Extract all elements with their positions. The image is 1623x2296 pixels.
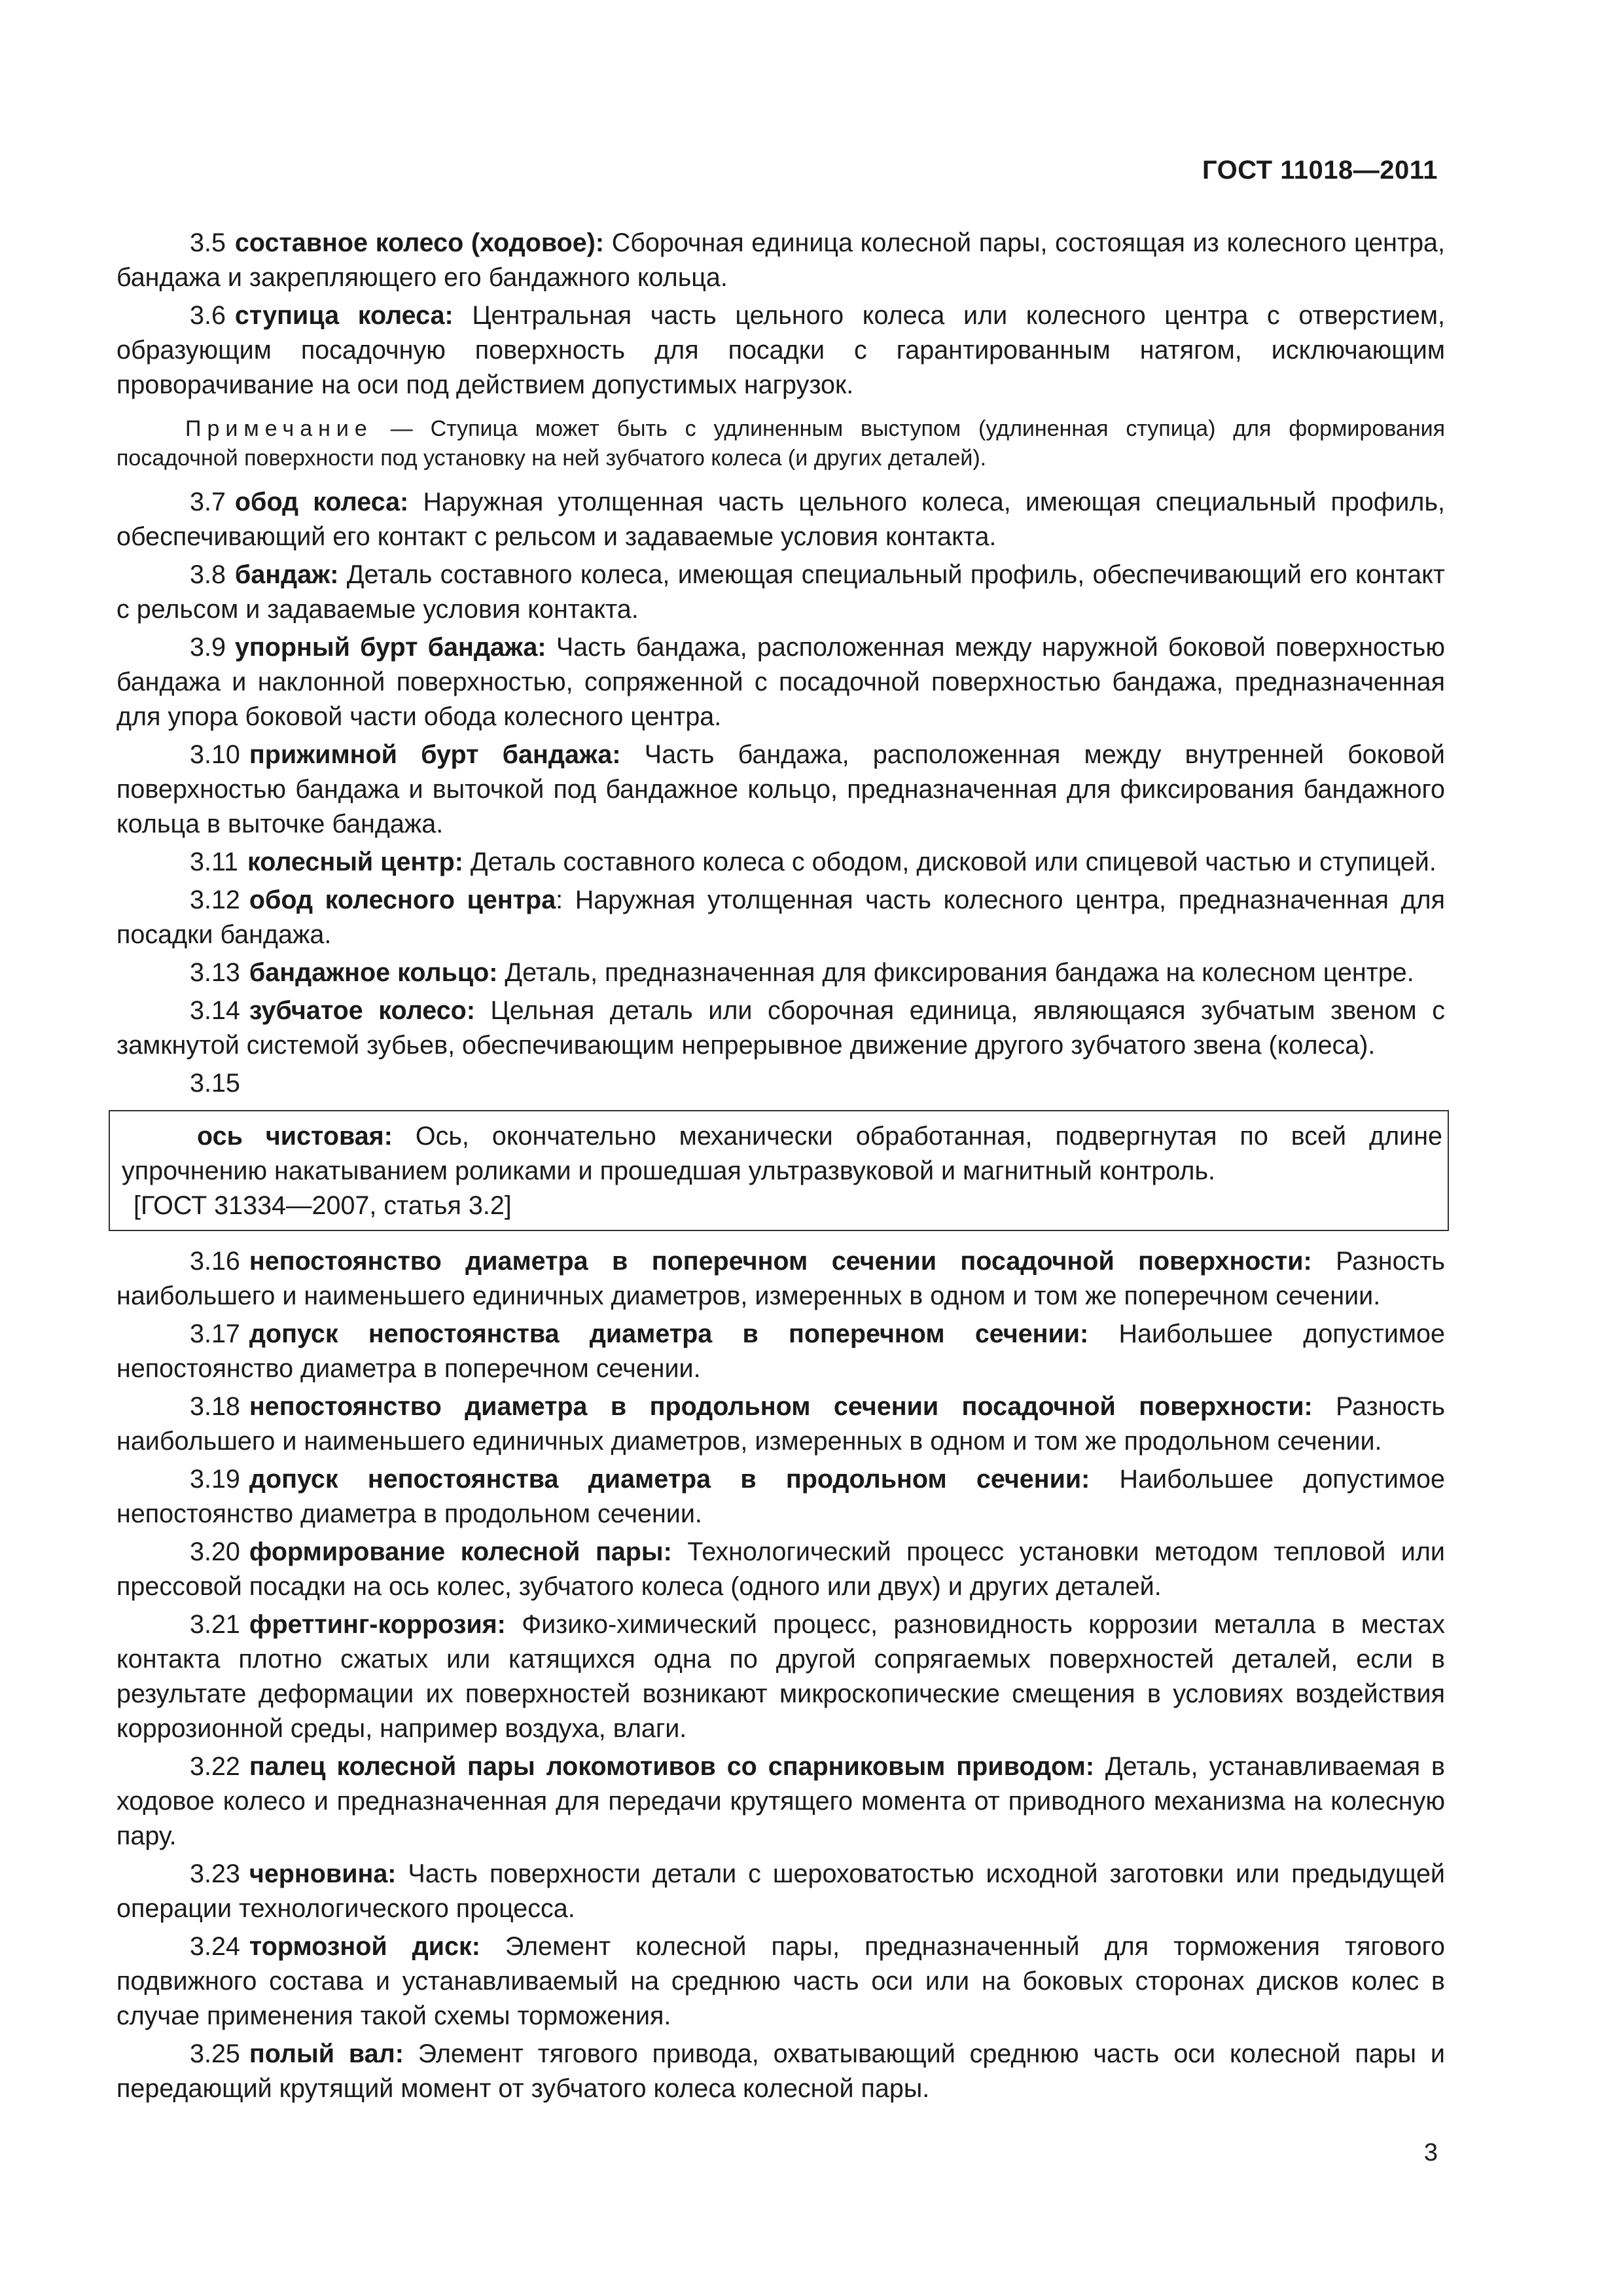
term-3-15-title: ось чистовая:: [197, 1122, 393, 1151]
term-number: 3.20: [190, 1537, 240, 1566]
term-paragraph: [116, 630, 1445, 734]
term-paragraph: [116, 994, 1445, 1063]
term-definition: Цельная деталь или сборочная единица, являющаяся зубчатым звеном с замкнутой системой зубьев, обеспечивающим непрерывное движение другого зубчатого звена (колеса).: [116, 996, 1445, 1060]
term-paragraph: [116, 956, 1445, 990]
term-title: непостоянство диаметра в продольном сечении посадочной поверхности:: [249, 1392, 1313, 1421]
term-definition: Деталь, предназначенная для фиксирования бандажа на колесном центре.: [505, 958, 1414, 987]
terms-group-before-note: [116, 226, 1445, 403]
term-number: 3.12: [190, 886, 240, 914]
term-definition: Сборочная единица колесной пары, состоящая из колесного центра, бандажа и закрепляющего его бандажного кольца.: [116, 228, 1445, 292]
term-definition: Физико-химический процесс, разновидность коррозии металла в местах контакта плотно сжатых или катящихся одна по другой сопрягаемых поверхностей деталей, если в результате деформации их поверхностей возникают микроскопические смещения в условиях воздействия коррозионной среды, например воздуха, влаги.: [116, 1610, 1445, 1743]
term-number: 3.5: [190, 228, 226, 257]
term-title: черновина:: [249, 1859, 397, 1888]
term-paragraph: [116, 298, 1445, 403]
term-paragraph: [116, 1749, 1445, 1854]
term-title: колесный центр:: [247, 848, 463, 876]
term-title: формирование колесной пары:: [249, 1537, 672, 1566]
term-paragraph: [116, 2037, 1445, 2106]
term-title: прижимной бурт бандажа:: [249, 740, 621, 769]
term-title: допуск непостоянства диаметра в продольном сечении:: [249, 1465, 1090, 1494]
term-title: допуск непостоянства диаметра в поперечном сечении:: [249, 1319, 1089, 1348]
page-number: 3: [1423, 2139, 1438, 2166]
term-definition: Часть поверхности детали с шероховатостью исходной заготовки или предыдущей операции технологического процесса.: [116, 1859, 1445, 1923]
term-number: 3.21: [190, 1610, 240, 1639]
term-paragraph: [116, 558, 1445, 627]
term-title: бандажное кольцо:: [249, 958, 498, 987]
term-3-15-number: 3.15: [190, 1069, 240, 1098]
term-title: палец колесной пары локомотивов со спарниковым приводом:: [249, 1752, 1094, 1781]
term-definition: Деталь, устанавливаемая в ходовое колесо и предназначенная для передачи крутящего момента от приводного механизма на колесную пару.: [116, 1752, 1445, 1850]
term-title: фреттинг-коррозия:: [249, 1610, 506, 1639]
term-3-15-definition: Ось, окончательно механически обработанная, подвергнутая по всей длине упрочнению накатыванием роликами и прошедшая ультразвуковой и магнитный контроль.: [122, 1122, 1442, 1185]
term-number: 3.6: [190, 301, 226, 330]
term-3-15-text: [122, 1119, 1442, 1189]
term-paragraph: [116, 1244, 1445, 1314]
term-title: зубчатое колесо:: [249, 996, 475, 1025]
term-paragraph: [116, 485, 1445, 554]
term-paragraph: [116, 1857, 1445, 1926]
term-paragraph: [116, 226, 1445, 295]
term-definition: Элемент колесной пары, предназначенный для торможения тягового подвижного состава и устанавливаемый на среднюю часть оси или на боковых сторонах дисков колес в случае применения такой схемы торможения.: [116, 1932, 1445, 2030]
term-title: непостоянство диаметра в поперечном сечении посадочной поверхности:: [249, 1247, 1312, 1276]
term-title: составное колесо (ходовое):: [234, 228, 604, 257]
note-paragraph: [116, 414, 1445, 473]
term-number: 3.17: [190, 1319, 240, 1348]
term-title: обод колесного центра: [249, 886, 556, 914]
term-definition: Часть бандажа, расположенная между наружной боковой поверхностью бандажа и наклонной поверхностью, сопряженной с посадочной поверхностью бандажа, предназначенная для упора боковой части обода колесного центра.: [116, 633, 1445, 731]
term-paragraph: [116, 1390, 1445, 1459]
term-title: полый вал:: [249, 2039, 404, 2068]
term-number: 3.18: [190, 1392, 240, 1421]
term-paragraph: [116, 738, 1445, 842]
note-text: — Ступица может быть с удлиненным выступом (удлиненная ступица) для формирования посадочной поверхности под установку на ней зубчатого колеса (и других деталей).: [116, 416, 1446, 471]
term-title: обод колеса:: [234, 488, 409, 516]
term-3-15-source: [ГОСТ 31334—2007, статья 3.2]: [134, 1191, 512, 1220]
term-definition: Центральная часть цельного колеса или колесного центра с отверстием, образующим посадочную поверхность для посадки с гарантированным натягом, исключающим проворачивание на оси под действием допустимых нагрузок.: [116, 301, 1445, 399]
term-paragraph: [116, 1317, 1445, 1386]
term-number: 3.10: [190, 740, 240, 769]
term-definition: Наибольшее допустимое непостоянство диаметра в продольном сечении.: [116, 1465, 1445, 1528]
term-number: 3.13: [190, 958, 240, 987]
term-paragraph: [116, 1462, 1445, 1532]
term-paragraph: [116, 845, 1445, 880]
term-number: 3.11: [190, 848, 238, 876]
terms-group-after-note: [116, 485, 1445, 1063]
term-title: ступица колеса:: [234, 301, 454, 330]
document-id-header: ГОСТ 11018—2011: [1202, 156, 1438, 185]
term-number: 3.8: [190, 560, 226, 589]
document-body: [116, 226, 1445, 2109]
term-definition: : Наружная утолщенная часть колесного центра, предназначенная для посадки бандажа.: [116, 886, 1445, 949]
term-paragraph: [116, 1535, 1445, 1604]
term-paragraph: [116, 1929, 1445, 2034]
term-paragraph: [116, 1607, 1445, 1746]
term-number: 3.14: [190, 996, 240, 1025]
term-definition: Технологический процесс установки методом тепловой или прессовой посадки на ось колес, зубчатого колеса (одного или двух) и других деталей.: [116, 1537, 1445, 1601]
term-definition: Разность наибольшего и наименьшего единичных диаметров, измеренных в одном и том же поперечном сечении.: [116, 1247, 1445, 1310]
term-definition: Часть бандажа, расположенная между внутренней боковой поверхностью бандажа и выточкой под бандажное кольцо, предназначенная для фиксирования бандажного кольца в выточке бандажа.: [116, 740, 1445, 838]
term-title: бандаж:: [234, 560, 339, 589]
term-number: 3.9: [190, 633, 226, 662]
term-definition: Наибольшее допустимое непостоянство диаметра в поперечном сечении.: [116, 1319, 1445, 1383]
term-number: 3.22: [190, 1752, 240, 1781]
term-number: 3.7: [190, 488, 226, 516]
term-definition: Деталь составного колеса с ободом, дисковой или спицевой частью и ступицей.: [470, 848, 1436, 876]
term-definition: Элемент тягового привода, охватывающий среднюю часть оси колесной пары и передающий крутящий момент от зубчатого колеса колесной пары.: [116, 2039, 1445, 2103]
term-number: 3.24: [190, 1932, 240, 1961]
term-definition: Наружная утолщенная часть цельного колеса, имеющая специальный профиль, обеспечивающий его контакт с рельсом и задаваемые условия контакта.: [116, 488, 1445, 551]
term-paragraph: [116, 883, 1445, 952]
term-3-15-box: [109, 1110, 1449, 1231]
term-title: тормозной диск:: [249, 1932, 480, 1961]
term-number: 3.25: [190, 2039, 240, 2068]
term-title: упорный бурт бандажа:: [234, 633, 546, 662]
term-definition: Разность наибольшего и наименьшего единичных диаметров, измеренных в одном и том же продольном сечении.: [116, 1392, 1445, 1456]
terms-group-after-box: [116, 1244, 1445, 2106]
note-label: Примечание: [185, 416, 373, 441]
term-number: 3.19: [190, 1465, 240, 1494]
term-definition: Деталь составного колеса, имеющая специальный профиль, обеспечивающий его контакт с рельсом и задаваемые условия контакта.: [116, 560, 1445, 624]
term-number: 3.16: [190, 1247, 240, 1276]
term-number: 3.23: [190, 1859, 240, 1888]
